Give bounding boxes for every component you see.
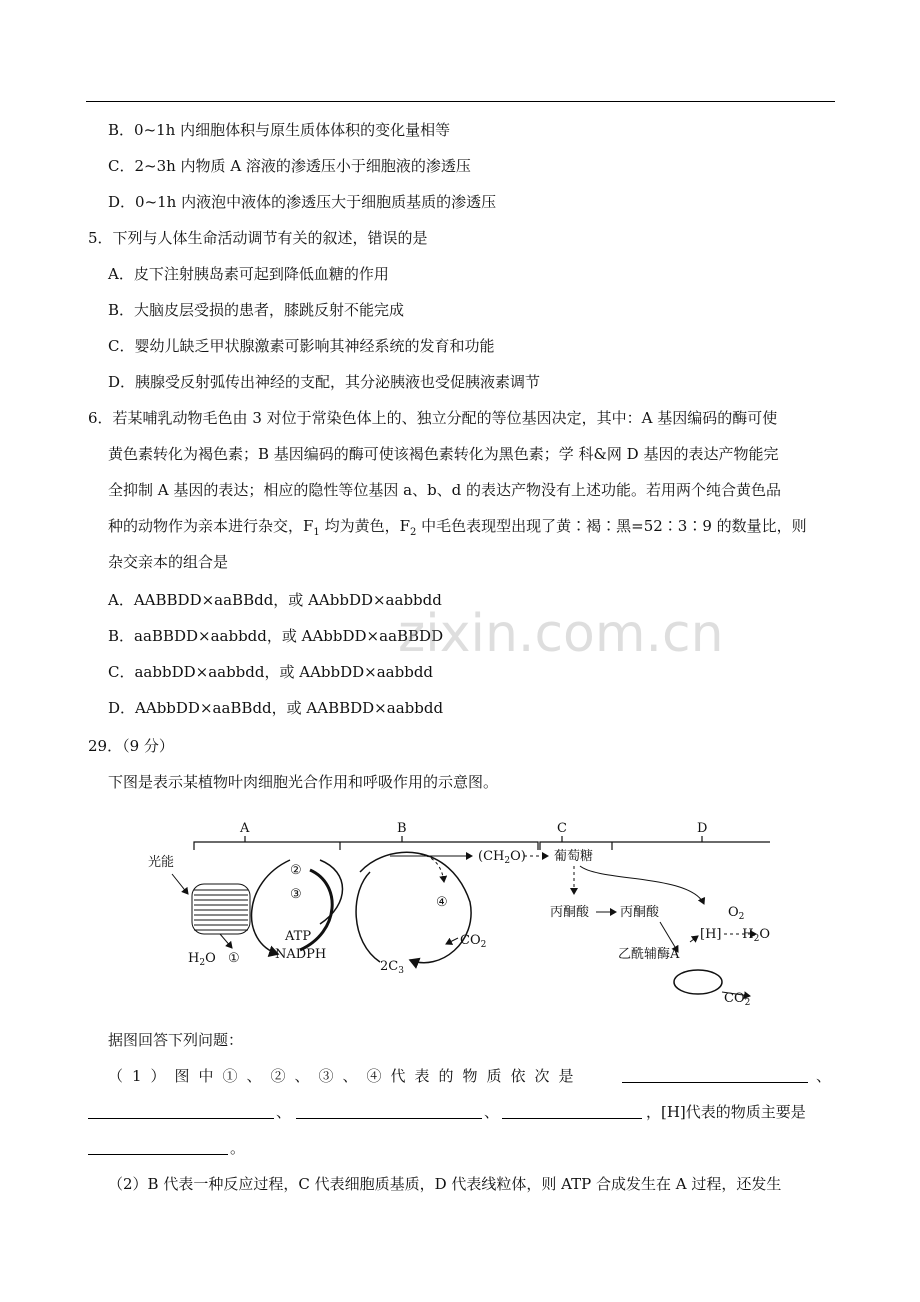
q6-line-4: 种的动物作为亲本进行杂交，$F_1$ 均为黄色，$F_2$ 中毛色表现型出现了黄∶褐∶黑=52∶3∶9 的数量比，则 <box>108 517 807 538</box>
q4-option-d: D．0~1h 内液泡中液体的渗透压大于细胞质基质的渗透压 <box>108 193 497 211</box>
answer-blank-2[interactable] <box>88 1102 274 1119</box>
answer-blank-3[interactable] <box>296 1102 482 1119</box>
acetyl-to-h <box>690 936 698 942</box>
label-c: C <box>557 821 567 836</box>
q5-option-a: A．皮下注射胰岛素可起到降低血糖的作用 <box>108 265 389 283</box>
q6-option-a: A．AABBDD×aaBBdd，或 AAbbDD×aabbdd <box>108 591 442 609</box>
q5-stem: 5．下列与人体生命活动调节有关的叙述，错误的是 <box>88 229 428 247</box>
marker-2: ② <box>290 863 302 878</box>
acetyl-coa-label: 乙酰辅酶A <box>618 947 680 962</box>
q6-line-2: 黄色素转化为褐色素；B 基因编码的酶可使该褐色素转化为黑色素；学 科&网 D 基因的表达产物能完 <box>108 445 779 463</box>
label-b: B <box>397 821 407 836</box>
co2-label-b: $CO_2$ <box>724 991 751 1008</box>
ch2o-label: $(CH_2O)$ <box>478 849 526 866</box>
q29-ask: 据图回答下列问题： <box>108 1031 244 1049</box>
answer-blank-5[interactable] <box>88 1138 228 1155</box>
water-arrow <box>220 934 232 948</box>
watermark: zixin.com.cn <box>398 604 724 664</box>
krebs-cycle <box>674 970 722 994</box>
calvin-cycle-left <box>356 872 380 962</box>
q5-option-d: D．胰腺受反射弧传出神经的支配，其分泌胰液也受促胰液素调节 <box>108 373 541 391</box>
marker-3: ③ <box>290 887 302 902</box>
photosynthesis-respiration-diagram <box>130 812 770 1012</box>
q6-line-3: 全抑制 A 基因的表达；相应的隐性等位基因 a、b、d 的表达产物没有上述功能。若用两个纯合黄色品 <box>108 481 782 499</box>
nadph-label: NADPH <box>275 947 327 962</box>
q6-option-b: B．aaBBDD×aabbdd，或 AAbbDD×aaBBDD <box>108 627 444 645</box>
glucose-label: 葡萄糖 <box>554 849 594 864</box>
q5-option-b: B．大脑皮层受损的患者，膝跳反射不能完成 <box>108 301 405 319</box>
pyruvate-label-2: 丙酮酸 <box>620 905 660 920</box>
q29-sep-4: ，[H]代表的物质主要是 <box>646 1103 806 1121</box>
c3-label: $2C_3$ <box>380 959 404 976</box>
light-energy-label: 光能 <box>148 855 175 870</box>
co2-arrow <box>446 938 458 944</box>
q4-option-b: B．0~1h 内细胞体积与原生质体体积的变化量相等 <box>108 121 451 139</box>
q29-sep-1: 、 <box>816 1067 832 1085</box>
h-label: [H] <box>700 927 722 942</box>
q29-part2: （2）B 代表一种反应过程，C 代表细胞质基质，D 代表线粒体，则 ATP 合成发生在 A 过程，还发生 <box>108 1175 782 1193</box>
light-arrow <box>172 874 188 894</box>
q29-intro: 下图是表示某植物叶肉细胞光合作用和呼吸作用的示意图。 <box>108 773 499 791</box>
q6-option-c: C．aabbDD×aabbdd，或 AAbbDD×aabbdd <box>108 663 434 681</box>
q6-option-d: D．AAbbDD×aaBBdd，或 AABBDD×aabbdd <box>108 699 444 717</box>
answer-blank-4[interactable] <box>502 1102 642 1119</box>
label-a: A <box>240 821 250 836</box>
answer-blank-1[interactable] <box>622 1066 808 1083</box>
q5-option-c: C．婴幼儿缺乏甲状腺激素可影响其神经系统的发育和功能 <box>108 337 495 355</box>
water-label: $H_2O$ <box>188 951 216 968</box>
header-rule <box>86 101 835 102</box>
label-d: D <box>697 821 708 836</box>
q6-line-1: 6．若某哺乳动物毛色由 3 对位于常染色体上的、独立分配的等位基因决定，其中：A 基因编码的酶可使 <box>88 409 778 427</box>
q29-end: 。 <box>230 1139 246 1157</box>
co2-label-a: $CO_2$ <box>460 933 487 950</box>
marker-1: ① <box>228 951 240 966</box>
q29-sep-2: 、 <box>276 1103 292 1121</box>
q29-part1-line1: （1）图中①、②、③、④代表的物质依次是 <box>108 1067 583 1085</box>
atp-label: ATP <box>285 929 312 944</box>
q29-header: 29．（9 分） <box>88 737 174 755</box>
thylakoid-stack <box>192 884 250 934</box>
glucose-to-h <box>580 866 704 904</box>
q4-option-c: C．2~3h 内物质 A 溶液的渗透压小于细胞液的渗透压 <box>108 157 471 175</box>
pyruvate-label-1: 丙酮酸 <box>550 905 590 920</box>
calvin-cycle <box>360 852 471 962</box>
q29-sep-3: 、 <box>484 1103 500 1121</box>
marker-4: ④ <box>436 895 448 910</box>
q6-line-5: 杂交亲本的组合是 <box>108 553 229 571</box>
bracket-lines <box>194 836 770 850</box>
water-out-label: $H_2O$ <box>742 927 770 944</box>
o2-label: $O_2$ <box>728 905 745 922</box>
